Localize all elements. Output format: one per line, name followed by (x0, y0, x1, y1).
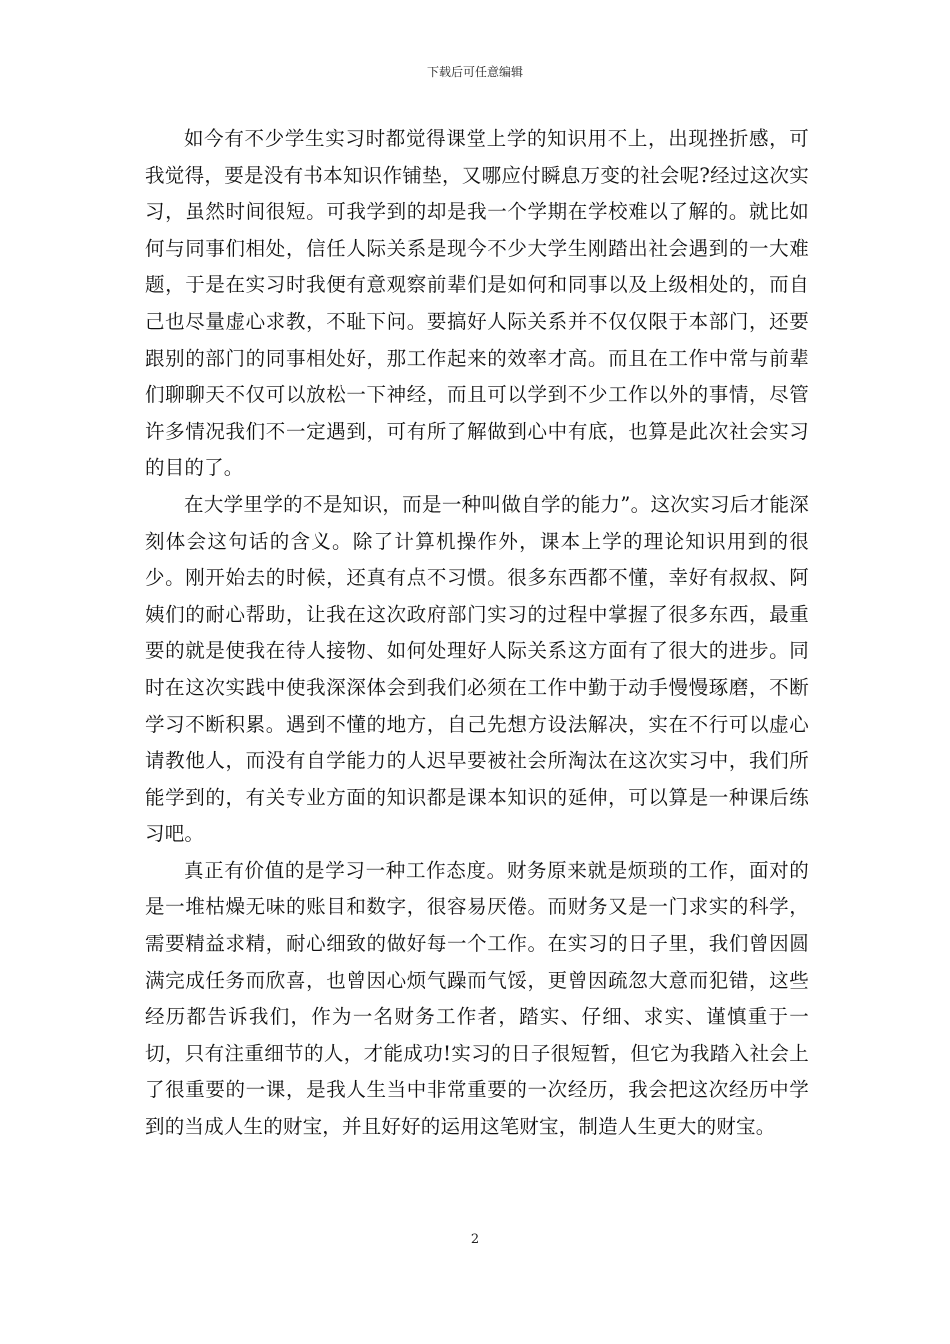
page-header: 下载后可任意编辑 (426, 65, 523, 79)
paragraph-1: 如今有不少学生实习时都觉得课堂上学的知识用不上，出现挫折感，可我觉得，要是没有书本知识作铺垫，又哪应付瞬息万变的社会呢?经过这次实习，虽然时间很短。可我学到的却是我一个学期在学校难以了解的。就比如何与同事们相处，信任人际关系是现今不少大学生刚踏出社会遇到的一大难题，于是在实习时我便有意观察前辈们是如何和同事以及上级相处的，而自己也尽量虚心求教，不耻下问。要搞好人际关系并不仅仅限于本部门，还要跟别的部门的同事相处好，那工作起来的效率才高。而且在工作中常与前辈们聊聊天不仅可以放松一下神经，而且可以学到不少工作以外的事情，尽管许多情况我们不一定遇到，可有所了解做到心中有底，也算是此次社会实习的目的了。 (145, 127, 809, 480)
paragraph-2: 在大学里学的不是知识，而是一种叫做自学的能力”。这次实习后才能深刻体会这句话的含义。除了计算机操作外，课本上学的理论知识用到的很少。刚开始去的时候，还真有点不习惯。很多东西都不懂，幸好有叔叔、阿姨们的耐心帮助，让我在这次政府部门实习的过程中掌握了很多东西，最重要的就是使我在待人接物、如何处理好人际关系这方面有了很大的进步。同时在这次实践中使我深深体会到我们必须在工作中勤于动手慢慢琢磨，不断学习不断积累。遇到不懂的地方，自己先想方设法解决，实在不行可以虚心请教他人，而没有自学能力的人迟早要被社会所淘汰在这次实习中，我们所能学到的，有关专业方面的知识都是课本知识的延伸，可以算是一种课后练习吧。 (145, 492, 809, 846)
page-number: 2 (470, 1232, 480, 1247)
paragraph-3: 真正有价值的是学习一种工作态度。财务原来就是烦琐的工作，面对的是一堆枯燥无味的账目和数字，很容易厌倦。而财务又是一门求实的科学，需要精益求精，耐心细致的做好每一个工作。在实习的日子里，我们曾因圆满完成任务而欣喜，也曾因心烦气躁而气馁，更曾因疏忽大意而犯错，这些经历都告诉我们，作为一名财务工作者，踏实、仔细、求实、谨慎重于一切，只有注重细节的人，才能成功!实习的日子很短暂，但它为我踏入社会上了很重要的一课，是我人生当中非常重要的一次经历，我会把这次经历中学到的当成人生的财宝，并且好好的运用这笔财宝，制造人生更大的财宝。 (145, 858, 809, 1139)
document-body (145, 121, 809, 1146)
